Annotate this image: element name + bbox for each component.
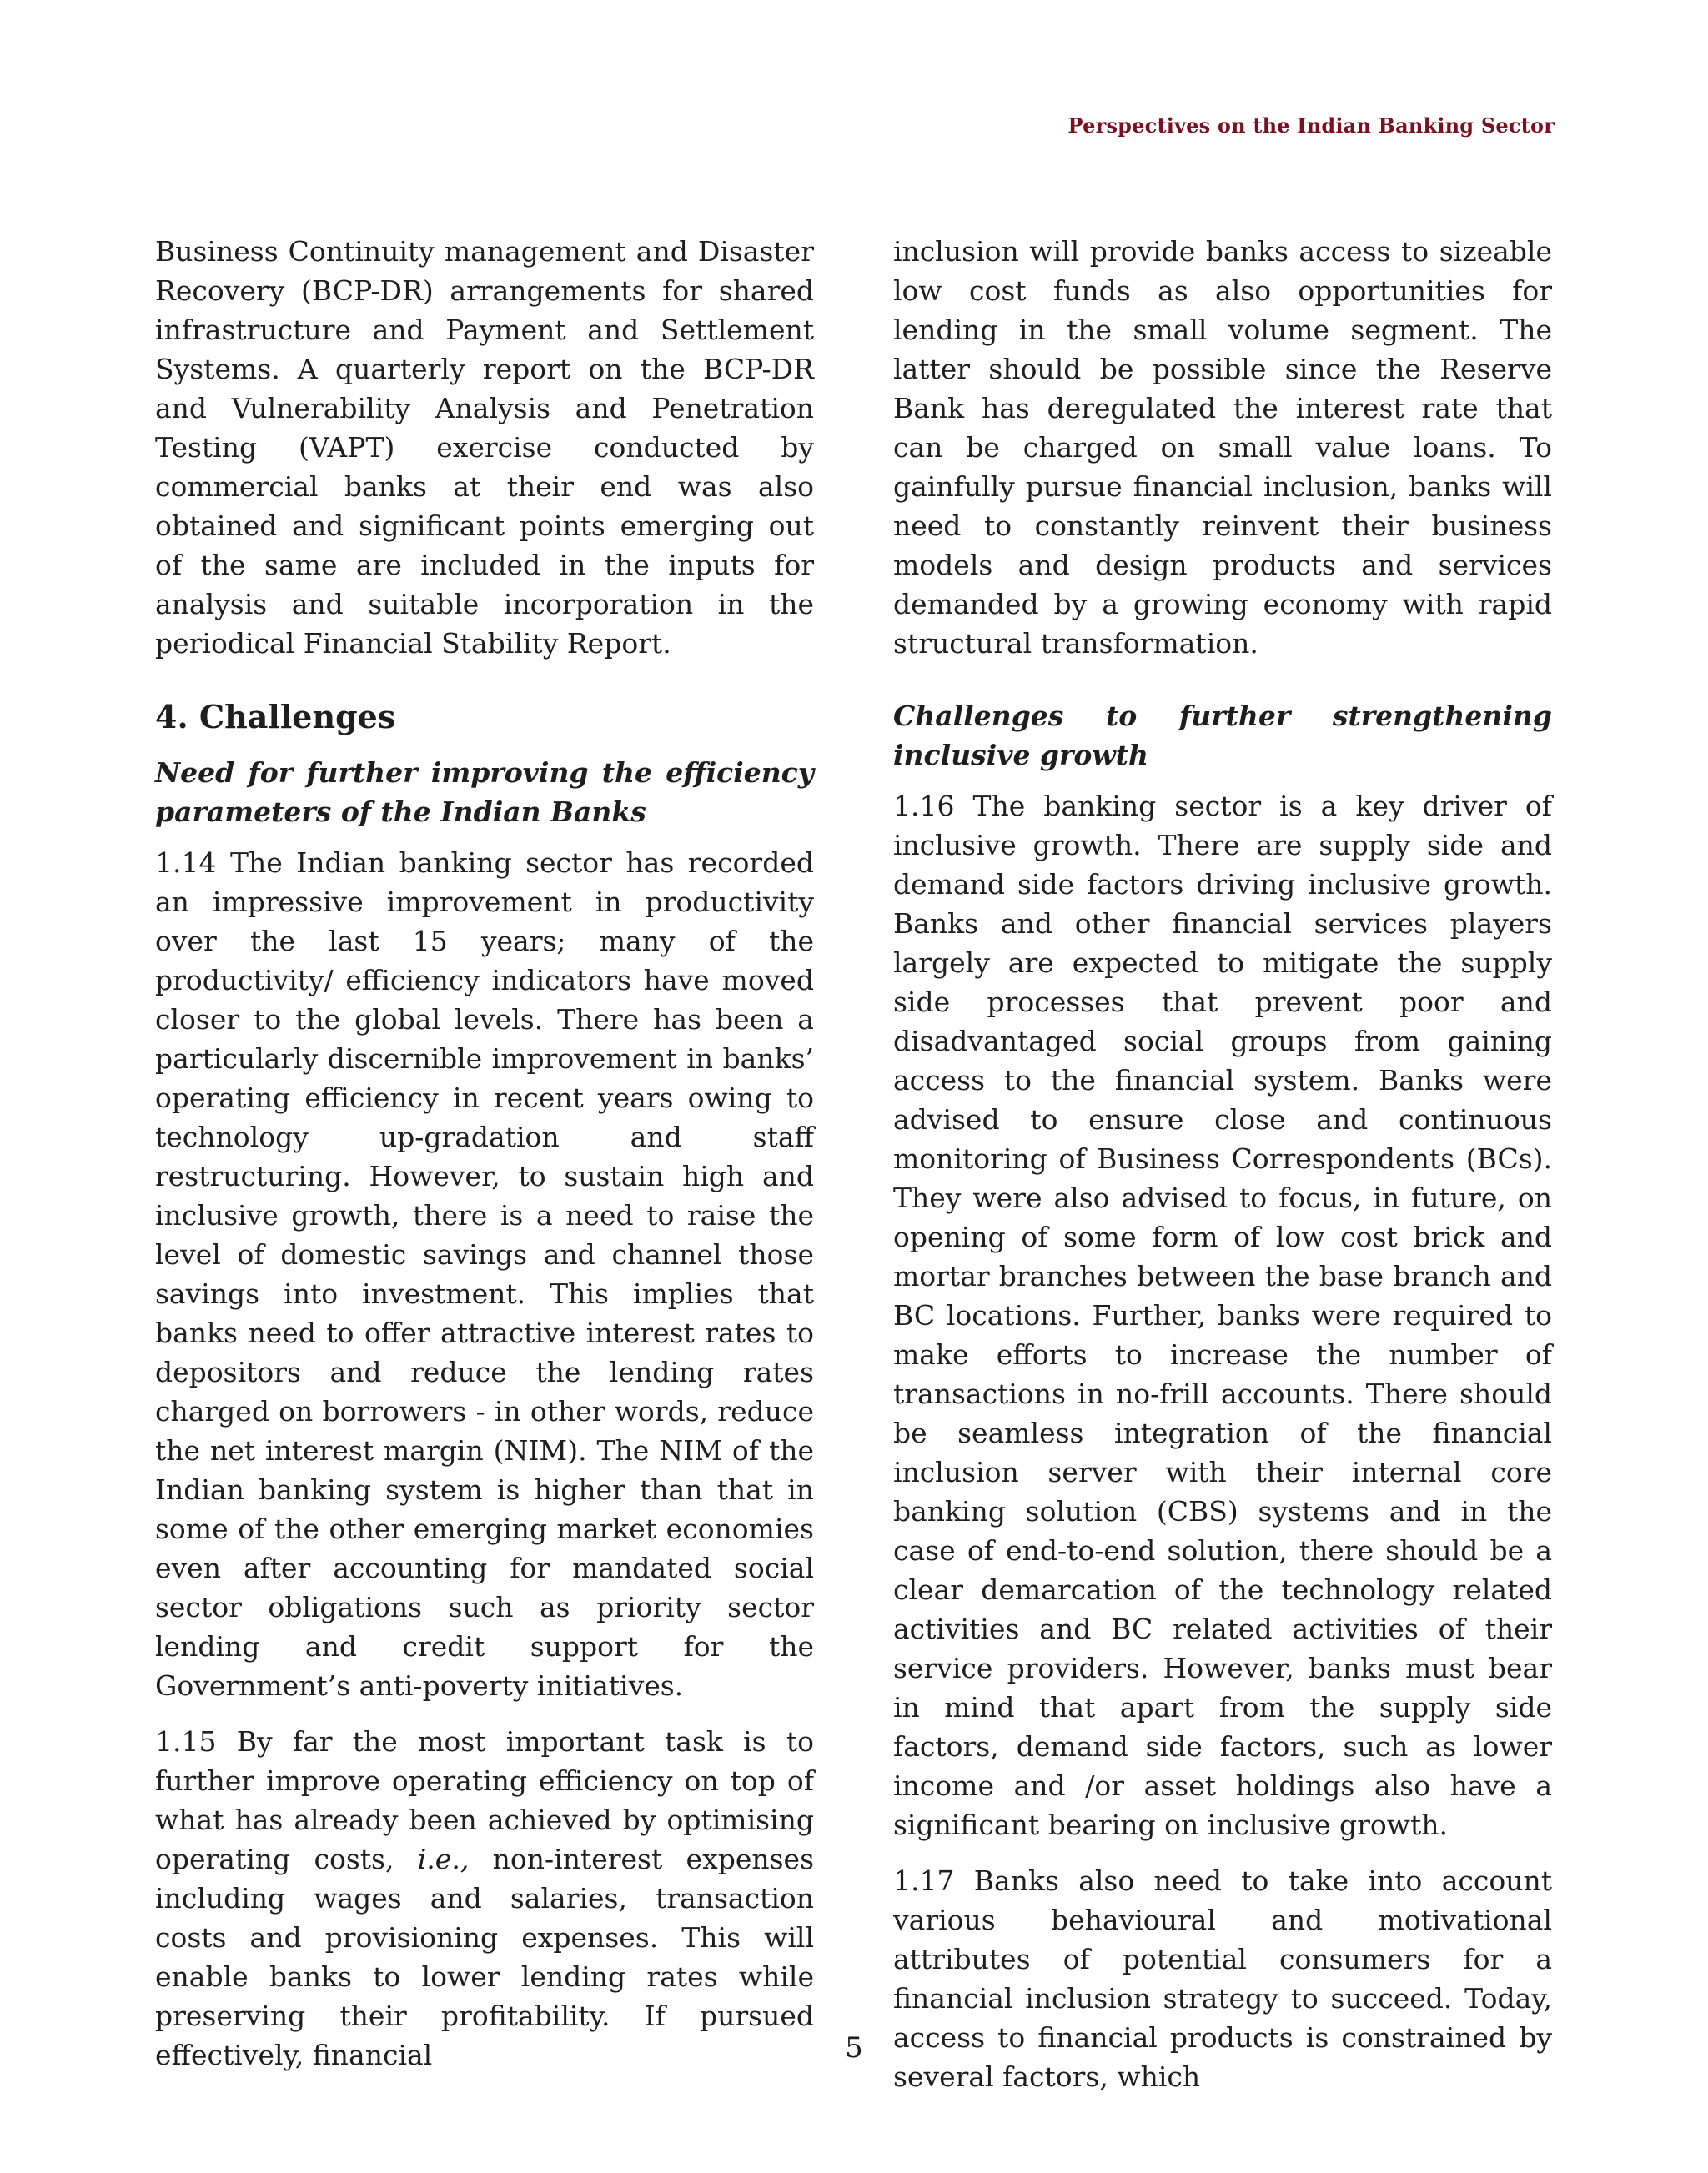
page-number: 5 <box>845 2031 863 2065</box>
section-heading-challenges: 4. Challenges <box>155 698 396 735</box>
paragraph-1-15-italic: i.e., <box>417 1843 470 1875</box>
left-column <box>155 232 814 2091</box>
paragraph-1-17: 1.17 Banks also need to take into account various behavioural and motivational attributes of potential consumers for a financial inclusion strategy to succeed. Today, access to financial products is constrained by several factors, which <box>893 1864 1552 2093</box>
paragraph-1-15-end: non-interest expenses including wages and salaries, transaction costs and provisioning expenses. This will enable banks to lower lending rates while preserving their profitability. If pursued effectively, financial <box>155 1843 814 2071</box>
paragraph-1-16: 1.16 The banking sector is a key driver of inclusive growth. There are supply side and demand side factors driving inclusive growth. Banks and other financial services players largely are expected to mitigate the supply side processes that prevent poor and disadvantaged social groups from gaining access to the financial system. Banks were advised to ensure close and continuous monitoring of Business Correspondents (BCs). They were also advised to focus, in future, on opening of some form of low cost brick and mortar branches between the base branch and BC locations. Further, banks were required to make efforts to increase the number of transactions in no-frill accounts. There should be seamless integration of the financial inclusion server with their internal core banking solution (CBS) systems and in the case of end-to-end solution, there should be a clear demarcation of the technology related activities and BC related activities of their service providers. However, banks must bear in mind that apart from the supply side factors, demand side factors, such as lower income and /or asset holdings also have a significant bearing on inclusive growth. <box>893 790 1552 1841</box>
paragraph-1-15-start: 1.15 By far the most important task is to further improve operating efficiency on top of what has already been achieved by optimising operating costs, <box>155 1725 814 1875</box>
subheading-efficiency: Need for further improving the efficiency parameters of the Indian Banks <box>155 756 814 828</box>
paragraph-1-14: 1.14 The Indian banking sector has recorded an impressive improvement in productivity over the last 15 years; many of the productivity/ efficiency indicators have moved closer to the global levels. There has been a particularly discernible improvement in banks’ operating efficiency in recent years owing to technology up-gradation and staff restructuring. However, to sustain high and inclusive growth, there is a need to raise the level of domestic savings and channel those savings into investment. This implies that banks need to offer attractive interest rates to depositors and reduce the lending rates charged on borrowers - in other words, reduce the net interest margin (NIM). The NIM of the Indian banking system is higher than that in some of the other emerging market economies even after accounting for mandated social sector obligations such as priority sector lending and credit support for the Government’s anti-poverty initiatives. <box>155 846 814 1702</box>
subheading-inclusive-growth: Challenges to further strengthening inclusive growth <box>893 700 1552 771</box>
paragraph-bcp-dr-continued: Business Continuity management and Disaster Recovery (BCP-DR) arrangements for shared infrastructure and Payment and Settlement Systems. A quarterly report on the BCP-DR and Vulnerability Analysis and Penetration Testing (VAPT) exercise conducted by commercial banks at their end was also obtained and significant points emerging out of the same are included in the inputs for analysis and suitable incorporation in the periodical Financial Stability Report. <box>155 235 814 660</box>
right-column <box>893 232 1552 2113</box>
paragraph-inclusion-continued: inclusion will provide banks access to sizeable low cost funds as also opportunities for lending in the small volume segment. The latter should be possible since the Reserve Bank has deregulated the interest rate that can be charged on small value loans. To gainfully pursue financial inclusion, banks will need to constantly reinvent their business models and design products and services demanded by a growing economy with rapid structural transformation. <box>893 235 1552 660</box>
running-header: Perspectives on the Indian Banking Sector <box>1068 113 1555 138</box>
paragraph-1-15 <box>155 1722 814 2075</box>
